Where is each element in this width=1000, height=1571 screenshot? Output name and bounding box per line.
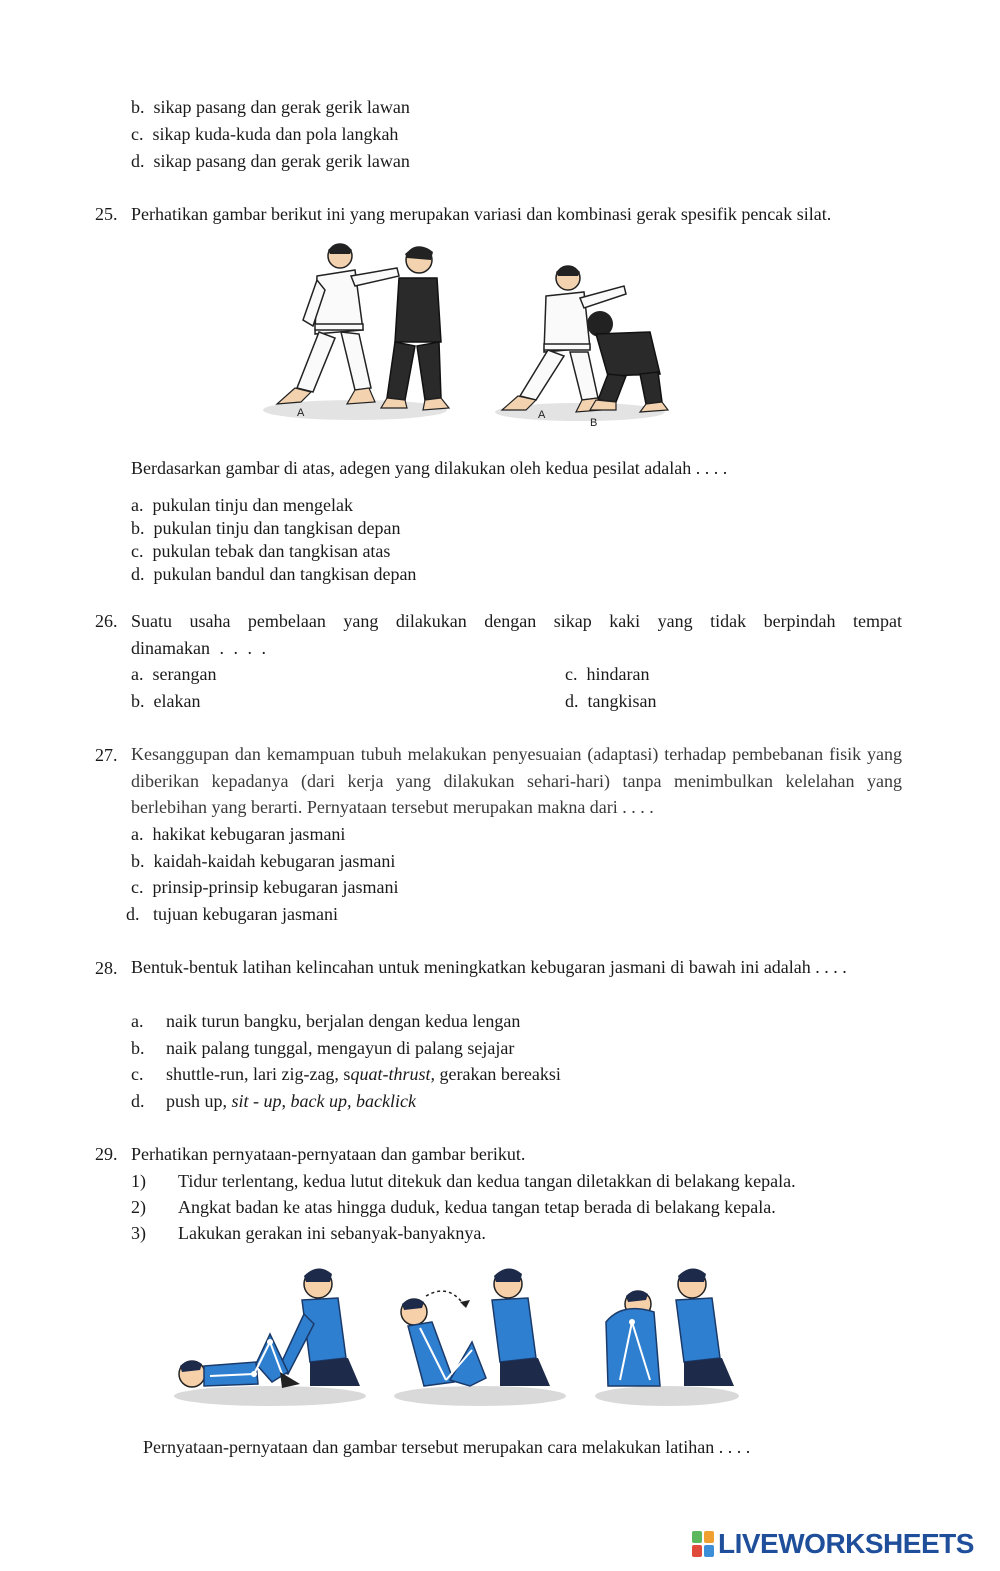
q27-question: Kesanggupan dan kemampuan tubuh melakukan penyesuaian (adaptasi) terhadap pembebanan fisik yang diberikan kepadanya (dari kerja yang dilakukan sehari-hari) tanpa menimbulkan kelelahan yang berlebihan yang berarti. Pernyataan tersebut merupakan makna dari . . . . bbox=[131, 744, 902, 817]
silat-right-label-a: A bbox=[538, 409, 546, 421]
q25-option-a: a. pukulan tinju dan mengelak bbox=[131, 495, 353, 515]
logo-text: LIVEWORKSHEETS bbox=[718, 1528, 974, 1559]
q25-option-c: c. pukulan tebak dan tangkisan atas bbox=[131, 541, 391, 561]
q26-question: Suatu usaha pembelaan yang dilakukan dengan sikap kaki yang tidak berpindah tempat dinamakan . . . . bbox=[131, 611, 902, 658]
silat-figure-left bbox=[255, 238, 455, 428]
q28-number: 28. bbox=[95, 958, 118, 978]
situp-figure-1 bbox=[170, 1262, 370, 1410]
q26-option-c: c. hindaran bbox=[565, 664, 650, 684]
q27-option-d: d. tujuan kebugaran jasmani bbox=[126, 904, 338, 924]
q26-option-b: b. elakan bbox=[131, 691, 201, 711]
q27-option-c: c. prinsip-prinsip kebugaran jasmani bbox=[131, 877, 399, 897]
q29-step-3: 3) Lakukan gerakan ini sebanyak-banyaknya. bbox=[131, 1223, 486, 1243]
q24-option-c: c. sikap kuda-kuda dan pola langkah bbox=[131, 124, 399, 144]
q28-option-a: a. naik turun bangku, berjalan dengan kedua lengan bbox=[131, 1011, 521, 1031]
q26-option-a: a. serangan bbox=[131, 664, 217, 684]
q28-option-d: d. push up, sit - up, back up, backlick bbox=[131, 1091, 416, 1111]
q26-option-d: d. tangkisan bbox=[565, 691, 657, 711]
q27-option-b: b. kaidah-kaidah kebugaran jasmani bbox=[131, 851, 396, 871]
situp-figure-2 bbox=[390, 1262, 570, 1410]
q29-prompt: Pernyataan-pernyataan dan gambar tersebut merupakan cara melakukan latihan . . . . bbox=[143, 1437, 751, 1457]
q25-question: Perhatikan gambar berikut ini yang merupakan variasi dan kombinasi gerak spesifik pencak silat. bbox=[131, 204, 832, 224]
q29-question: Perhatikan pernyataan-pernyataan dan gambar berikut. bbox=[131, 1144, 526, 1164]
liveworksheets-logo[interactable] bbox=[692, 1528, 988, 1560]
q27-number: 27. bbox=[95, 745, 118, 765]
q29-number: 29. bbox=[95, 1144, 118, 1164]
silat-left-label-a: A bbox=[297, 407, 305, 419]
logo-mark-icon bbox=[692, 1531, 714, 1557]
q28-question: Bentuk-bentuk latihan kelincahan untuk meningkatkan kebugaran jasmani di bawah ini adalah . . . . bbox=[131, 957, 847, 977]
silat-figure-right bbox=[490, 262, 675, 432]
q24-option-d: d. sikap pasang dan gerak gerik lawan bbox=[131, 151, 410, 171]
q25-number: 25. bbox=[95, 204, 118, 224]
q29-step-1: 1) Tidur terlentang, kedua lutut ditekuk dan kedua tangan diletakkan di belakang kepala. bbox=[131, 1171, 796, 1191]
q24-option-b: b. sikap pasang dan gerak gerik lawan bbox=[131, 97, 410, 117]
situp-figure-3 bbox=[592, 1262, 742, 1410]
q27-option-a: a. hakikat kebugaran jasmani bbox=[131, 824, 346, 844]
q28-option-b: b. naik palang tunggal, mengayun di palang sejajar bbox=[131, 1038, 515, 1058]
q25-option-d: d. pukulan bandul dan tangkisan depan bbox=[131, 564, 417, 584]
silat-right-label-b: B bbox=[590, 417, 598, 429]
q28-option-c: c. shuttle-run, lari zig-zag, squat-thrust, gerakan bereaksi bbox=[131, 1064, 561, 1084]
q25-option-b: b. pukulan tinju dan tangkisan depan bbox=[131, 518, 401, 538]
q26-number: 26. bbox=[95, 611, 118, 631]
q25-prompt: Berdasarkan gambar di atas, adegen yang dilakukan oleh kedua pesilat adalah . . . . bbox=[131, 458, 728, 478]
q29-step-2: 2) Angkat badan ke atas hingga duduk, kedua tangan tetap berada di belakang kepala. bbox=[131, 1197, 776, 1217]
